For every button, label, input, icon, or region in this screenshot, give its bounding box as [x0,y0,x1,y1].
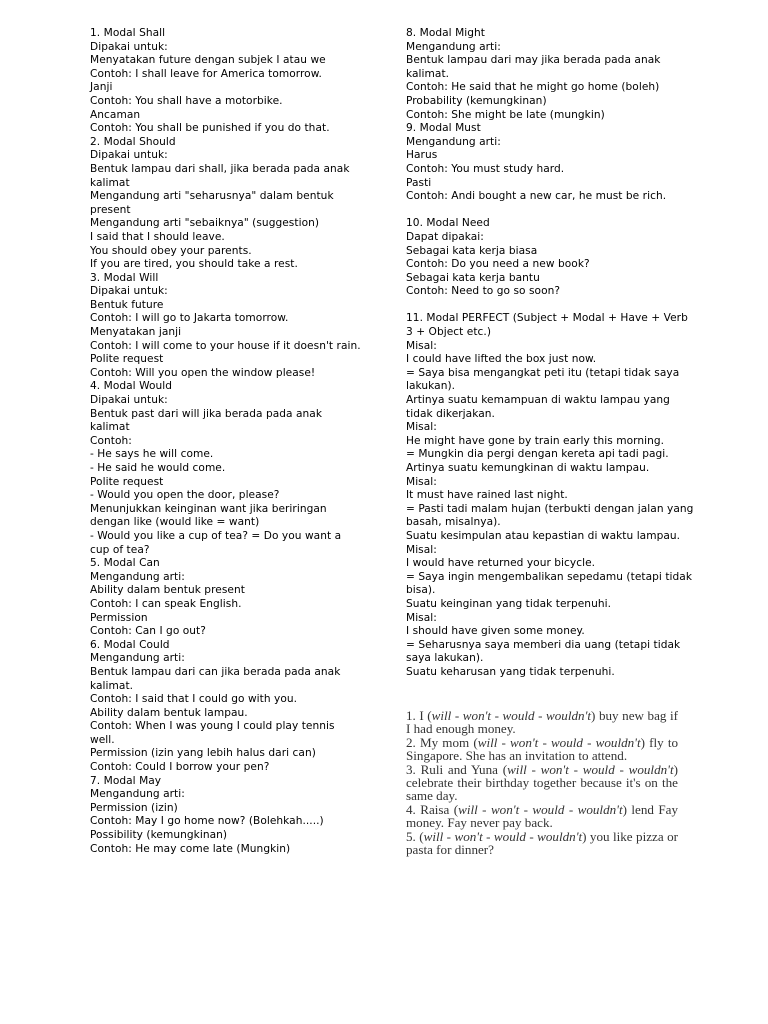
text-line: Ancaman [90,108,141,121]
text-line: Contoh: Could I borrow your pen? [90,761,270,774]
text-line: Contoh: I will go to Jakarta tomorrow. [90,312,289,325]
text-line: Contoh: You shall be punished if you do that. [90,122,330,135]
text-line: Sebagai kata kerja biasa [406,244,538,257]
text-line: Dipakai untuk: [90,394,168,407]
spacer [406,204,696,218]
text-line: - He said he would come. [90,462,226,474]
text-line: Misal: [406,611,437,624]
exercise-options: will - won't - would - wouldn't [507,761,674,777]
text-line: Misal: [406,421,437,434]
exercise-options: will - won't - would - wouldn't [431,708,592,723]
text-line: Contoh: Can I go out? [90,625,206,638]
text-line: - Would you open the door, please? [90,489,280,502]
text-line: Contoh: You must study hard. [406,162,565,175]
text-line: Artinya suatu kemungkinan di waktu lampau. [406,462,650,474]
text-line: Mengandung arti: [90,570,185,583]
exercise-prompt: 3. Ruli and Yuna ( [406,761,508,777]
text-line: Bentuk lampau dari may jika berada pada anak kalimat. [406,54,661,80]
text-line: Bentuk lampau dari can jika berada pada anak kalimat. [90,665,341,692]
text-line: Permission (izin yang lebih halus dari can) [90,747,316,760]
text-line: Bentuk lampau dari shall, jika berada pada anak kalimat [90,162,350,189]
text-line: = Saya bisa mengangkat peti itu (tetapi tidak saya lakukan). [406,366,680,393]
section-heading: 6. Modal Could [90,638,170,651]
exercise-rest: ) lend Fay money. Fay never pay back. [406,801,678,831]
text-line: Contoh: When I was young I could play tennis well. [90,720,335,746]
text-line: Polite request [90,353,164,366]
text-line: Dipakai untuk: [90,40,168,53]
section-heading: 8. Modal Might [406,27,485,39]
exercise-rest: ) fly to Singapore. She has an invitation to attend. [406,734,679,764]
text-line: Suatu kesimpulan atau kepastian di waktu lampau. [406,529,681,542]
text-line: = Seharusnya saya memberi dia uang (tetapi tidak saya lakukan). [406,638,681,665]
text-line: Contoh: She might be late (mungkin) [406,108,605,121]
exercise-options: will - won't - would - wouldn't [477,734,641,750]
text-line: Bentuk future [90,298,164,311]
text-line: Pasti [406,176,432,189]
text-line: Misal: [406,339,437,352]
exercise-rest: ) buy new bag if I had enough money. [406,708,678,737]
text-line: Dipakai untuk: [90,285,168,298]
exercise-item [406,736,678,763]
section-heading: 9. Modal Must [406,122,481,135]
text-line: = Saya ingin mengembalikan sepedamu (tetapi tidak bisa). [406,570,693,597]
text-line: Misal: [406,543,437,556]
text-line: Harus [406,149,438,162]
exercise-item [406,763,678,803]
exercise-rest: ) celebrate their birthday together because it's on the same day. [406,761,678,804]
text-line: You should obey your parents. [90,244,252,257]
text-line: Mengandung arti "sebaiknya" (suggestion) [90,217,320,230]
text-line: Contoh: I will come to your house if it doesn't rain. [90,339,361,352]
text-line: Permission (izin) [90,801,178,814]
text-line: Contoh: He said that he might go home (boleh) [406,81,660,94]
section-heading: 1. Modal Shall [90,27,166,39]
text-line: Artinya suatu kemampuan di waktu lampau yang tidak dikerjakan. [406,394,670,420]
exercise-rest: ) you like pizza or pasta for dinner? [406,828,678,858]
text-line: Menyatakan janji [90,326,182,339]
left-column [90,27,362,856]
spacer [406,299,696,313]
section-heading: 7. Modal May [90,774,162,787]
text-line: I could have lifted the box just now. [406,353,597,366]
text-line: Contoh: May I go home now? (Bolehkah.....) [90,815,324,828]
text-line: Mengandung arti "seharusnya" dalam bentuk present [90,190,334,216]
text-line: Misal: [406,475,437,488]
exercise-prompt: 2. My mom ( [406,734,478,750]
text-line: Permission [90,611,148,624]
text-line: - He says he will come. [90,448,214,461]
section-heading: 2. Modal Should [90,135,176,148]
text-line: Suatu keharusan yang tidak terpenuhi. [406,665,615,678]
text-line: Menyatakan future dengan subjek I atau we [90,54,326,67]
exercise-item [406,830,678,857]
text-line: Contoh: You shall have a motorbike. [90,94,283,107]
text-line: Dapat dipakai: [406,230,484,243]
exercise-prompt: 1. I ( [406,708,432,723]
section-heading: 5. Modal Can [90,557,160,570]
text-line: Sebagai kata kerja bantu [406,271,540,284]
section-heading: 3. Modal Will [90,271,159,284]
text-line: Janji [90,81,113,94]
text-line: Contoh: Need to go so soon? [406,285,561,298]
text-line: Menunjukkan keinginan want jika beriringan dengan like (would like = want) [90,502,327,529]
text-line: Contoh: Will you open the window please! [90,366,316,379]
text-line: Probability (kemungkinan) [406,94,547,107]
exercise-item [406,709,678,736]
text-line: Contoh: Do you need a new book? [406,258,590,271]
exercise-options: will - won't - would - wouldn't [423,828,583,844]
exercise-item [406,803,678,830]
text-line: Polite request [90,475,164,488]
section-heading: 11. Modal PERFECT (Subject + Modal + Have + Verb 3 + Object etc.) [406,312,688,339]
text-line: = Pasti tadi malam hujan (terbukti dengan jalan yang basah, misalnya). [406,502,694,529]
text-line: Ability dalam bentuk lampau. [90,706,248,719]
text-line: Bentuk past dari will jika berada pada anak kalimat [90,407,323,434]
text-line: Suatu keinginan yang tidak terpenuhi. [406,597,612,610]
exercise-options: will - won't - would - wouldn't [458,801,623,817]
text-line: Contoh: I said that I could go with you. [90,693,298,706]
text-line: Contoh: [90,434,132,447]
text-line: I should have given some money. [406,625,585,638]
text-line: Mengandung arti: [90,788,185,801]
text-line: Contoh: Andi bought a new car, he must be rich. [406,190,667,203]
text-line: I would have returned your bicycle. [406,557,596,570]
text-line: = Mungkin dia pergi dengan kereta api tadi pagi. [406,448,669,461]
text-line: Mengandung arti: [90,652,185,665]
text-line: It must have rained last night. [406,489,568,502]
text-line: Possibility (kemungkinan) [90,829,228,842]
section-heading: 10. Modal Need [406,217,490,230]
text-line: Mengandung arti: [406,40,501,53]
text-line: He might have gone by train early this morning. [406,434,665,447]
text-line: I said that I should leave. [90,230,225,243]
text-line: Ability dalam bentuk present [90,584,245,597]
exercise-prompt: 5. ( [406,828,424,844]
text-line: If you are tired, you should take a rest. [90,258,298,271]
section-heading: 4. Modal Would [90,380,173,393]
text-line: - Would you like a cup of tea? = Do you want a cup of tea? [90,529,342,556]
text-line: Dipakai untuk: [90,149,168,162]
text-line: Contoh: I can speak English. [90,597,242,610]
exercise-prompt: 4. Raisa ( [406,801,459,817]
right-column [406,27,696,680]
text-line: Contoh: I shall leave for America tomorrow. [90,67,322,80]
exercise-list [406,709,678,856]
text-line: Contoh: He may come late (Mungkin) [90,842,291,855]
text-line: Mengandung arti: [406,135,501,148]
